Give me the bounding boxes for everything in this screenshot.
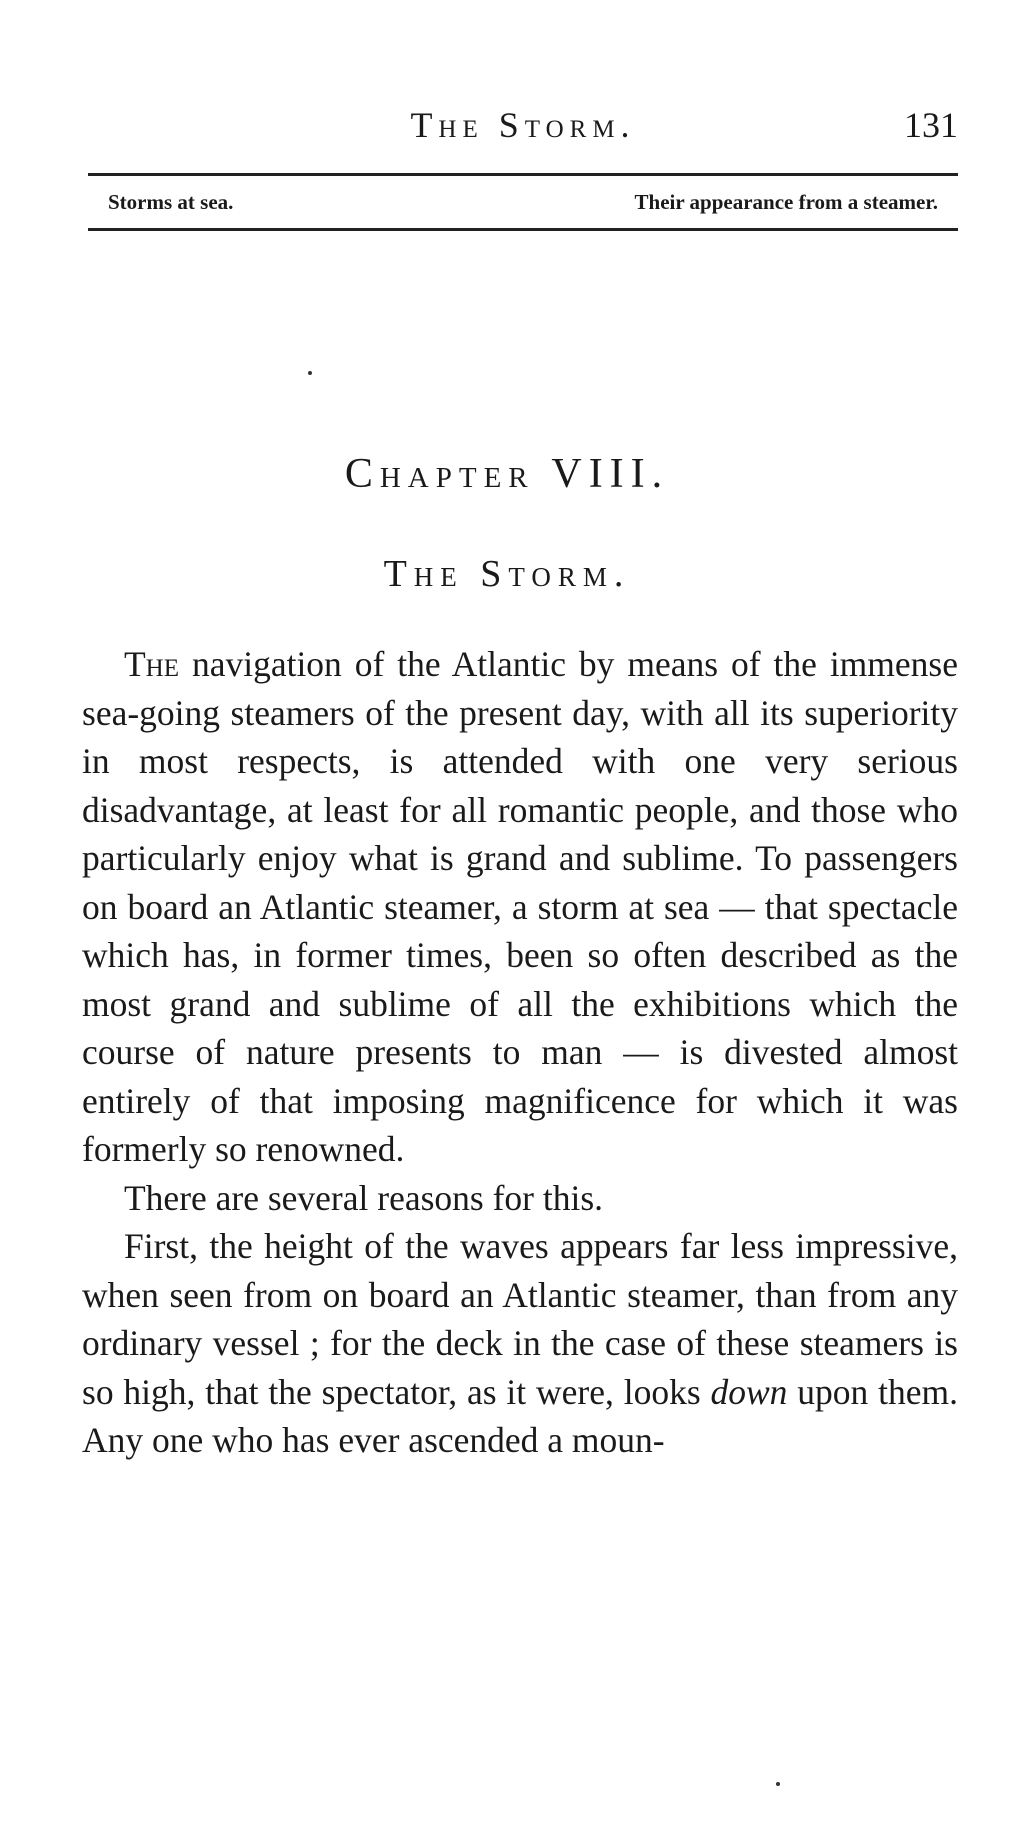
header-rule-bottom	[88, 228, 958, 231]
paragraph-2	[82, 1174, 958, 1223]
subhead-left: Storms at sea.	[108, 190, 234, 214]
page-number: 131	[904, 105, 958, 145]
paragraph-3-emphasis: down	[710, 1371, 788, 1412]
running-head	[88, 100, 958, 150]
body-text	[82, 640, 958, 1465]
paragraph-3-text-b: upon them. Any one who has ever ascended a moun-	[82, 1371, 958, 1460]
print-speck	[776, 1782, 780, 1786]
running-title: The Storm.	[410, 105, 636, 145]
header-rule-top	[88, 173, 958, 176]
paragraph-3-text-a: First, the height of the waves appears far less impressive, when seen from on board an Atlantic steamer, than from any ordinary vessel ; for the deck in the case of these steamers is so high, that the spectator, as it were, looks	[82, 1226, 958, 1412]
marginal-subheads	[108, 186, 938, 220]
paragraph-1-text: navigation of the Atlantic by means of the immense sea-going steamers of the present day, with all its superiority in most respects, is attended with one very serious disadvantage, at least for all romantic people, and those who particularly enjoy what is grand and sublime. To passengers on board an Atlantic steamer, a storm at sea — that spectacle which has, in former times, been so often described as the most grand and sublime of all the exhibitions which the course of nature presents to man — is divested almost entirely of that imposing magnificence for which it was formerly so renowned.	[82, 644, 958, 1169]
subhead-right: Their appearance from a steamer.	[634, 190, 938, 214]
chapter-heading: Chapter VIII.	[344, 451, 670, 497]
chapter-title: The Storm.	[383, 553, 631, 595]
paragraph-1-lead-word: The	[124, 644, 180, 684]
paragraph-2-text: There are several reasons for this.	[124, 1177, 604, 1218]
paragraph-3	[82, 1222, 958, 1465]
paragraph-1	[82, 640, 958, 1174]
print-speck	[308, 371, 312, 375]
